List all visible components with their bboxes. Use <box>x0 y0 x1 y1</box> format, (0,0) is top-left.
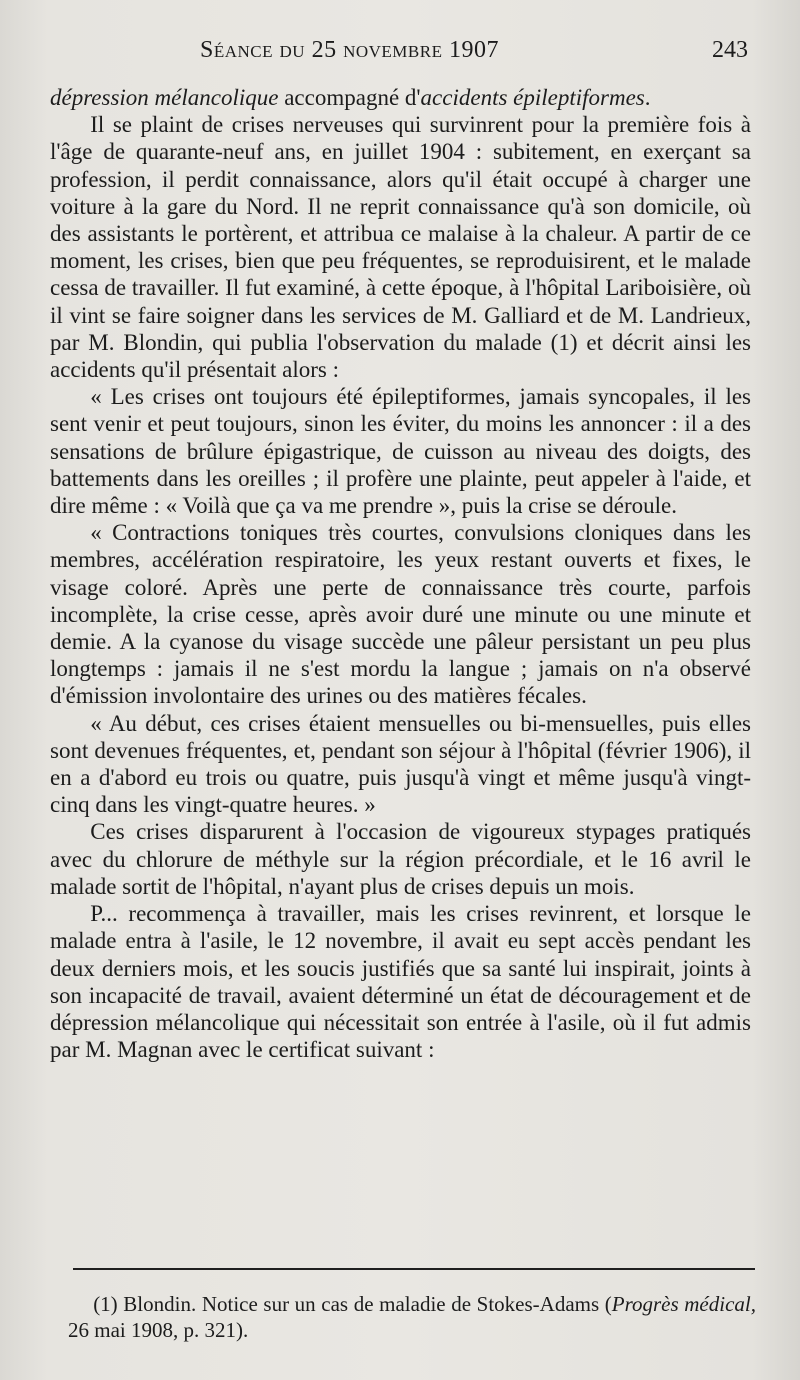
running-header <box>50 37 748 71</box>
header-seance-word: Séance <box>200 37 274 63</box>
footnote-journal: Progrès médical, <box>611 1292 756 1316</box>
footnote <box>68 1291 756 1343</box>
italic-phrase-accidents: accidents épileptiformes <box>420 85 645 110</box>
paragraph-continuation <box>50 84 751 111</box>
paragraph-crises-onset: Il se plaint de crises nerveuses qui survinrent pour la première fois à l'âge de quarante-neuf ans, en juillet 1904 : subitement, en exerçant sa profession, il perdit connaissance, alors qu'il était occupé à charger une voiture à la gare du Nord. Il ne reprit connaissance qu'à son domicile, où des assistants le portèrent, et attribua ce malaise à la chaleur. A partir de ce moment, les crises, bien que peu fréquentes, se reproduisirent, et le malade cessa de travailler. Il fut examiné, à cette époque, à l'hôpital Lariboisière, où il vint se faire soigner dans les services de M. Galliard et de M. Landrieux, par M. Blondin, qui publia l'observation du malade (1) et décrit ainsi les accidents qu'il présentait alors : <box>50 112 751 383</box>
header-du-word: du <box>279 37 306 63</box>
paragraph-continuation-end: . <box>644 85 651 110</box>
header-month-word: novembre <box>343 37 443 63</box>
header-year: 1907 <box>448 37 499 63</box>
paragraph-quote-debut: « Au début, ces crises étaient mensuelles ou bi-mensuelles, puis elles sont devenues fréquentes, et, pendant son séjour à l'hôpital (février 1906), il en a d'abord eu trois ou quatre, puis jusqu'à vingt et même jusqu'à vingt-cinq dans les vingt-quatre heures. » <box>50 710 751 818</box>
italic-phrase-depression: dépression mélancolique <box>50 85 279 110</box>
header-date-day: 25 <box>311 37 337 63</box>
footnote-tail: 26 mai 1908, p. 321). <box>68 1318 249 1342</box>
paragraph-rechute: P... recommença à travailler, mais les crises revinrent, et lorsque le malade entra à l'asile, le 12 novembre, il avait eu sept accès pendant les deux derniers mois, et les soucis justifiés que sa santé lui inspirait, joints à son incapacité de travail, avaient déterminé un état de découragement et de dépression mélancolique qui nécessitait son entrée à l'asile, où il fut admis par M. Magnan avec le certificat suivant : <box>50 901 751 1063</box>
running-title <box>200 37 499 64</box>
footnote-text <box>68 1291 756 1343</box>
paragraph-quote-contractions: « Contractions toniques très courtes, convulsions cloniques dans les membres, accélération respiratoire, les yeux restant ouverts et fixes, le visage coloré. Après une perte de connaissance très courte, parfois incomplète, la crise cesse, après avoir duré une minute ou une minute et demie. A la cyanose du visage succède une pâleur persistant un peu plus longtemps : jamais il ne s'est mordu la langue ; jamais on n'a observé d'émission involontaire des urines ou des matières fécales. <box>50 520 751 709</box>
page-number: 243 <box>712 37 748 63</box>
paragraph-quote-crises: « Les crises ont toujours été épileptiformes, jamais syncopales, il les sent venir et peut toujours, sinon les éviter, du moins les annoncer : il a des sensations de brûlure épigastrique, de cuisson au niveau des doigts, des battements dans les oreilles ; il profère une plainte, peut appeler à l'aide, et dire même : « Voilà que ça va me prendre », puis la crise se déroule. <box>50 384 751 519</box>
paragraph-continuation-text: accompagné d' <box>278 85 421 110</box>
footnote-separator <box>73 1268 755 1270</box>
body-text <box>50 84 751 1063</box>
footnote-lead: (1) Blondin. Notice sur un cas de maladie de Stokes-Adams ( <box>93 1292 612 1316</box>
paragraph-disparition: Ces crises disparurent à l'occasion de vigoureux stypages pratiqués avec du chlorure de méthyle sur la région précordiale, et le 16 avril le malade sortit de l'hôpital, n'ayant plus de crises depuis un mois. <box>50 819 751 899</box>
